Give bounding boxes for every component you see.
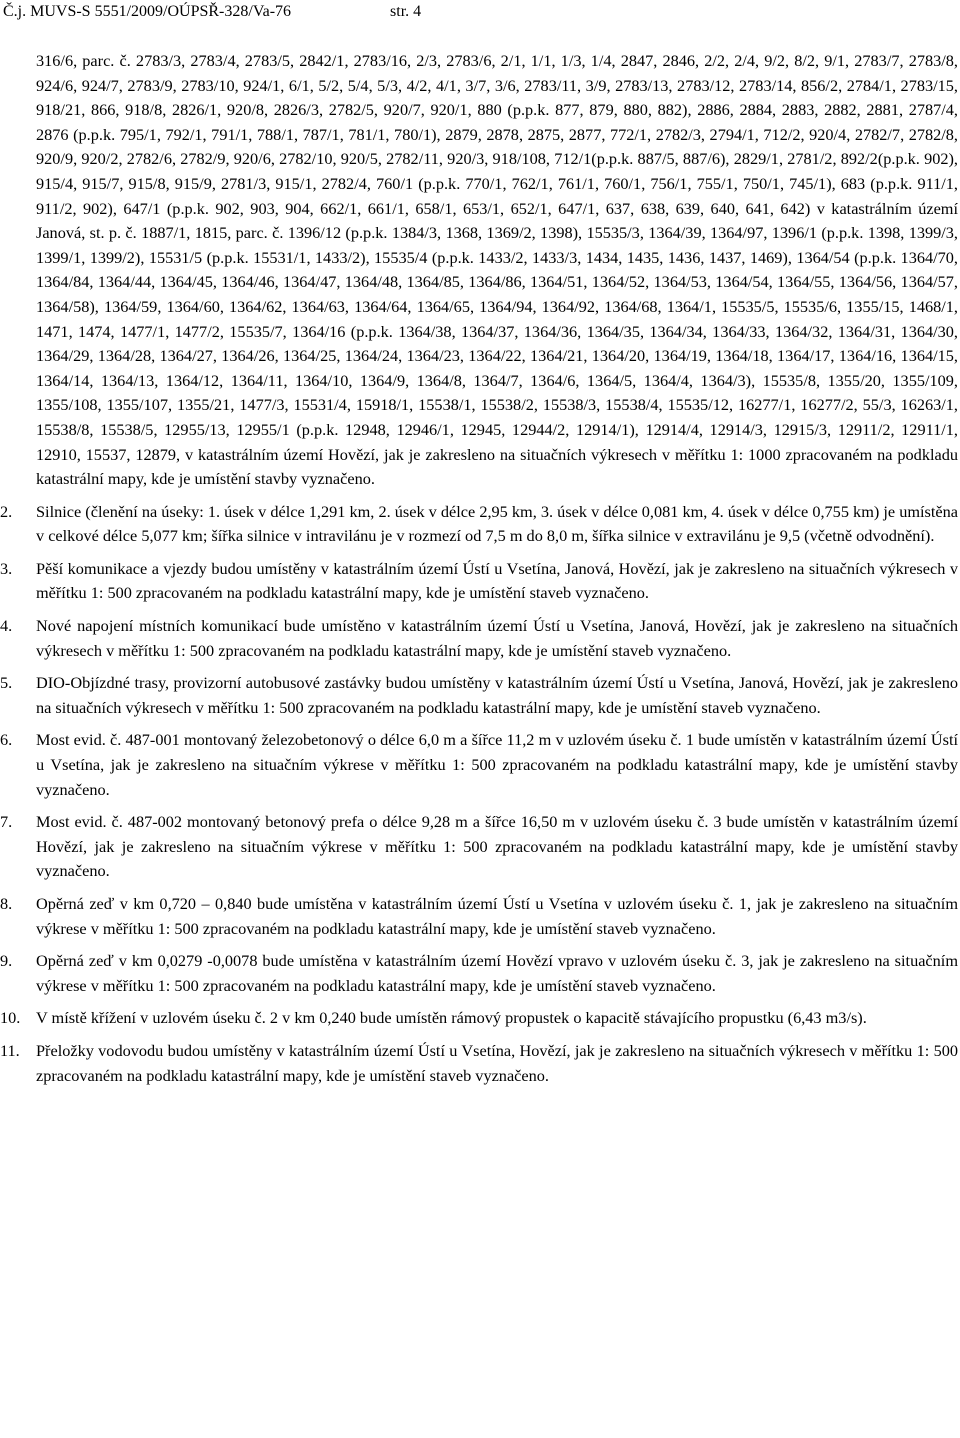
- item-text: Nové napojení místních komunikací bude umístěno v katastrálním území Ústí u Vsetína, Janová, Hovězí, jak je zakresleno na situačních výkresech v měřítku 1: 500 zpracovaném na podkladu katastrální mapy, kde je umístění staveb vyznačeno.: [36, 616, 958, 660]
- list-item: [0, 810, 958, 884]
- item-text: Opěrná zeď v km 0,720 – 0,840 bude umístěna v katastrálním území Ústí u Vsetína v uzlovém úseku č. 1, jak je zakresleno na situačním výkrese v měřítku 1: 500 zpracovaném na podkladu katastrální mapy, kde je umístění staveb vyznačeno.: [36, 894, 958, 938]
- item-text: Pěší komunikace a vjezdy budou umístěny v katastrálním území Ústí u Vsetína, Janová, Hovězí, jak je zakresleno na situačních výkresech v měřítku 1: 500 zpracovaném na podkladu katastrální mapy, kde je umístění staveb vyznačeno.: [36, 558, 958, 603]
- list-item: [0, 892, 958, 941]
- page-header: [3, 2, 421, 22]
- document-reference: Č.j. MUVS-S 5551/2009/OÚPSŘ-328/Va-76: [3, 3, 292, 20]
- list-item: [0, 671, 958, 720]
- list-item: [0, 949, 958, 998]
- item-text: Přeložky vodovodu budou umístěny v katastrálním území Ústí u Vsetína, Hovězí, jak je zakresleno na situačních výkresech v měřítku 1: 500 zpracovaném na podkladu katastrální mapy, kde je umístění staveb vyznačeno.: [36, 1040, 958, 1085]
- item-text: Most evid. č. 487-001 montovaný železobetonový o délce 6,0 m a šířce 11,2 m v uzlovém úseku č. 1 bude umístěn v katastrálním území Ústí u Vsetína, jak je zakresleno na situačním výkrese v měřítku 1: 500 zpracovaném na podkladu katastrální mapy, kde je umístění stavby vyznačeno.: [36, 730, 958, 799]
- item-number: 10.: [0, 1008, 21, 1028]
- item-number: 7.: [0, 812, 13, 832]
- list-item: [0, 557, 958, 606]
- list-item: [0, 728, 958, 802]
- list-item: [0, 1039, 958, 1088]
- item-text: V místě křížení v uzlovém úseku č. 2 v km 0,240 bude umístěn rámový propustek o kapacitě stávajícího propustku (6,43 m3/s).: [36, 1008, 867, 1028]
- item-text: Most evid. č. 487-002 montovaný betonový prefa o délce 9,28 m a šířce 16,50 m v uzlovém úseku č. 3 bude umístěn v katastrálním území Hovězí, jak je zakresleno na situačním výkrese v měřítku 1: 500 zpracovaném na podkladu katastrální mapy, kde je umístění stavby vyznačeno.: [36, 812, 958, 881]
- item-text: Silnice (členění na úseky: 1. úsek v délce 1,291 km, 2. úsek v délce 2,95 km, 3. úsek v délce 0,081 km, 4. úsek v délce 0,755 km) je umístěna v celkové délce 5,077 km; šířka silnice v intravilánu je v rozmezí od 7,5 m do 8,0 m, šířka silnice v extravilánu je 9,5 (včetně odvodnění).: [36, 501, 958, 546]
- page-number: str. 4: [390, 3, 422, 20]
- list-item: [0, 1006, 958, 1031]
- item-number: 8.: [0, 894, 13, 913]
- item-text: Opěrná zeď v km 0,0279 -0,0078 bude umístěna v katastrálním území Hovězí vpravo v uzlovém úseku č. 3, jak je zakresleno na situačním výkrese v měřítku 1: 500 zpracovaném na podkladu katastrální mapy, kde je umístění staveb vyznačeno.: [36, 951, 958, 995]
- list-item: [0, 500, 958, 549]
- item-number: 3.: [0, 558, 13, 578]
- numbered-list: [0, 500, 960, 1088]
- item-number: 11.: [0, 1040, 20, 1060]
- list-item: [0, 614, 958, 663]
- item-number: 2.: [0, 501, 13, 521]
- intro-paragraph: 316/6, parc. č. 2783/3, 2783/4, 2783/5, 2842/1, 2783/16, 2/3, 2783/6, 2/1, 1/1, 1/3, 1/4, 2847, 2846, 2/2, 2/4, 9/2, 8/2, 9/1, 2783/7, 2783/8, 924/6, 924/7, 2783/9, 2783/10, 924/1, 6/1, 5/2, 5/4, 5/3, 4/2, 4/1, 3/7, 3/6, 2783/11, 3/9, 2783/13, 2783/12, 2783/14, 856/2, 2784/1, 2783/15, 918/21, 866, 918/8, 2826/1, 920/8, 2826/3, 2782/5, 920/7, 920/1, 880 (p.p.k. 877, 879, 880, 882), 2886, 2884, 2883, 2882, 2881, 2787/4, 2876 (p.p.k. 795/1, 792/1, 791/1, 788/1, 787/1, 781/1, 780/1), 2879, 2878, 2875, 2877, 772/1, 2782/3, 2794/1, 712/2, 920/4, 2782/7, 2782/8, 920/9, 920/2, 2782/6, 2782/9, 920/6, 2782/10, 920/5, 2782/11, 920/3, 918/108, 712/1(p.p.k. 887/5, 887/6), 2829/1, 2781/2, 892/2(p.p.k. 902), 915/4, 915/7, 915/8, 915/9, 2781/3, 915/1, 2782/4, 760/1 (p.p.k. 770/1, 762/1, 761/1, 760/1, 756/1, 755/1, 750/1, 745/1), 683 (p.p.k. 911/1, 911/2, 902), 647/1 (p.p.k. 902, 903, 904, 662/1, 661/1, 658/1, 653/1, 652/1, 647/1, 637, 638, 639, 640, 641, 642) v katastrálním území Janová, st. p. č. 1887/1, 1815, parc. č. 1396/12 (p.p.k. 1384/3, 1368, 1369/2, 1398), 15535/3, 1364/39, 1364/97, 1396/1 (p.p.k. 1398, 1399/3, 1399/1, 1399/2), 15531/5 (p.p.k. 15531/1, 1433/2), 15535/4 (p.p.k. 1433/2, 1433/3, 1434, 1435, 1436, 1437, 1469), 1364/54 (p.p.k. 1364/70, 1364/84, 1364/44, 1364/45, 1364/46, 1364/47, 1364/48, 1364/85, 1364/86, 1364/51, 1364/52, 1364/53, 1364/54, 1364/55, 1364/56, 1364/57, 1364/58), 1364/59, 1364/60, 1364/62, 1364/63, 1364/64, 1364/65, 1364/94, 1364/92, 1364/68, 1364/1, 15535/5, 15535/6, 1355/15, 1468/1, 1471, 1474, 1477/1, 1477/2, 15535/7, 1364/16 (p.p.k. 1364/38, 1364/37, 1364/36, 1364/35, 1364/34, 1364/33, 1364/32, 1364/31, 1364/30, 1364/29, 1364/28, 1364/27, 1364/26, 1364/25, 1364/24, 1364/23, 1364/22, 1364/21, 1364/20, 1364/19, 1364/18, 1364/17, 1364/16, 1364/15, 1364/14, 1364/13, 1364/12, 1364/11, 1364/10, 1364/9, 1364/8, 1364/7, 1364/6, 1364/5, 1364/4, 1364/3), 15535/8, 1355/20, 1355/109, 1355/108, 1355/107, 1355/21, 1477/3, 15531/4, 15918/1, 15538/1, 15538/2, 15538/3, 15538/4, 15535/12, 16277/1, 16277/2, 55/3, 16263/1, 15538/8, 15538/5, 12955/13, 12955/1 (p.p.k. 12948, 12946/1, 12945, 12944/2, 12914/1), 12914/4, 12914/3, 12915/3, 12911/2, 12911/1, 12910, 15537, 12879, v katastrálním území Hovězí, jak je zakresleno na situačních výkresech v měřítku 1: 1000 zpracovaném na podkladu katastrální mapy, kde je umístění stavby vyznačeno.: [36, 51, 958, 489]
- item-text: DIO-Objízdné trasy, provizorní autobusové zastávky budou umístěny v katastrálním území Ústí u Vsetína, Janová, Hovězí, jak je zakresleno na situačních výkresech v měřítku 1: 500 zpracovaném na podkladu katastrální mapy, kde je umístění staveb vyznačeno.: [36, 673, 958, 717]
- document-body: [0, 49, 960, 1088]
- item-number: 9.: [0, 951, 13, 971]
- item-number: 5.: [0, 673, 13, 693]
- item-number: 6.: [0, 730, 13, 750]
- item-number: 4.: [0, 616, 13, 636]
